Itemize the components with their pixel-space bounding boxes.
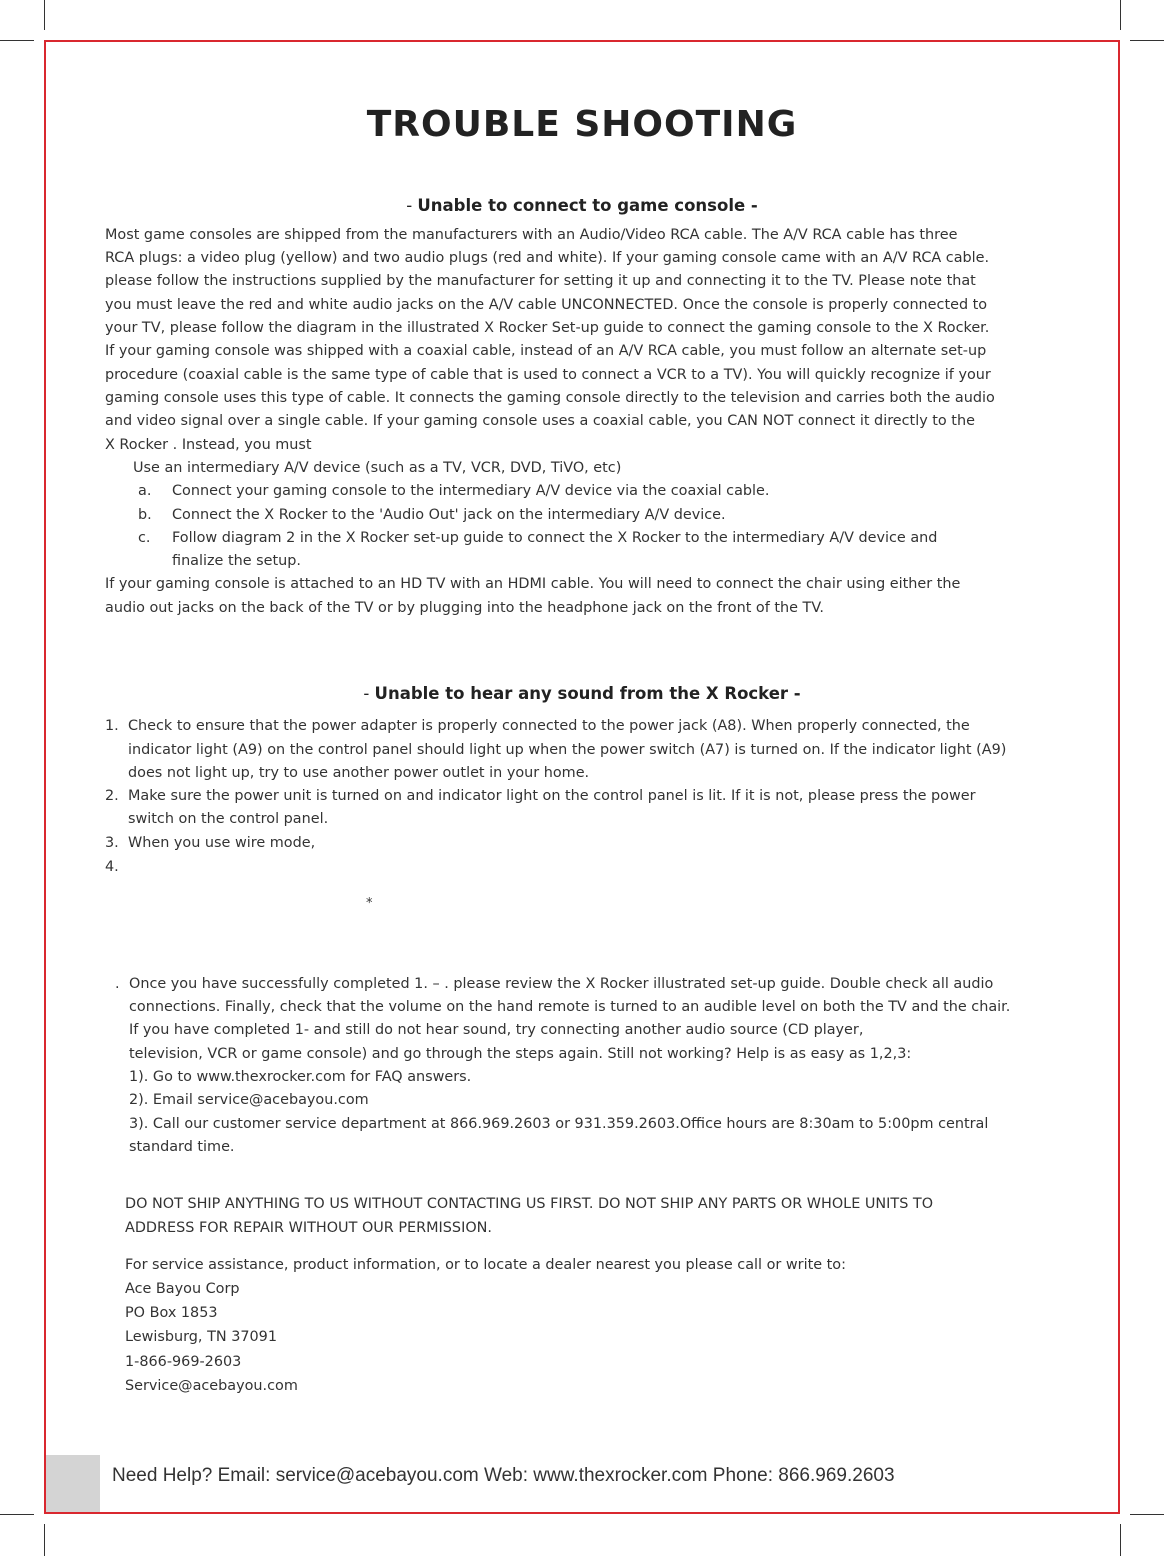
text-line: standard time.: [129, 1139, 235, 1155]
contact-intro: For service assistance, product information, or to locate a dealer nearest you please call or write to:: [125, 1257, 846, 1273]
page-title: TROUBLE SHOOTING: [366, 104, 798, 145]
item-text: When you use wire mode,: [128, 835, 316, 851]
asterisk-mark: *: [366, 896, 373, 911]
text-line: Once you have successfully completed 1. – . please review the X Rocker illustrated set-up guide. Double check all audio: [129, 976, 994, 992]
footer-tab: [46, 1455, 100, 1512]
text-line: X Rocker . Instead, you must: [105, 437, 312, 453]
warning-line: ADDRESS FOR REPAIR WITHOUT OUR PERMISSION.: [125, 1220, 492, 1236]
crop-mark: [44, 0, 45, 30]
step-text: Connect your gaming console to the intermediary A/V device via the coaxial cable.: [172, 483, 770, 499]
text-line: television, VCR or game console) and go through the steps again. Still not working? Help is as easy as 1,2,3:: [129, 1046, 912, 1062]
city-state-zip: Lewisburg, TN 37091: [125, 1329, 277, 1345]
text-line: your TV, please follow the diagram in the illustrated X Rocker Set-up guide to connect the gaming console to the X Rocker.: [105, 320, 990, 336]
text-line: If your gaming console was shipped with a coaxial cable, instead of an A/V RCA cable, you must follow an alternate set-up: [105, 343, 987, 359]
crop-mark: [0, 1514, 34, 1515]
text-line: 2). Email service@acebayou.com: [129, 1092, 369, 1108]
item-number: 3.: [105, 835, 119, 851]
text-line: please follow the instructions supplied by the manufacturer for setting it up and connecting it to the TV. Please note that: [105, 273, 976, 289]
crop-mark: [1120, 0, 1121, 30]
crop-mark: [1120, 1524, 1121, 1556]
text-line: connections. Finally, check that the volume on the hand remote is turned to an audible level on both the TV and the chair.: [129, 999, 1011, 1015]
item-text: Make sure the power unit is turned on and indicator light on the control panel is lit. If it is not, please press the power: [128, 788, 976, 804]
section-heading-sound: - Unable to hear any sound from the X Rocker -: [363, 684, 801, 703]
text-line: audio out jacks on the back of the TV or by plugging into the headphone jack on the front of the TV.: [105, 600, 824, 616]
use-line: Use an intermediary A/V device (such as a TV, VCR, DVD, TiVO, etc): [133, 460, 622, 476]
text-line: 1). Go to www.thexrocker.com for FAQ answers.: [129, 1069, 472, 1085]
item-text: switch on the control panel.: [128, 811, 329, 827]
text-line: you must leave the red and white audio jacks on the A/V cable UNCONNECTED. Once the console is properly connected to: [105, 297, 988, 313]
text-line: If your gaming console is attached to an HD TV with an HDMI cable. You will need to connect the chair using either the: [105, 576, 961, 592]
section-heading-console: - Unable to connect to game console -: [406, 196, 758, 215]
warning-line: DO NOT SHIP ANYTHING TO US WITHOUT CONTACTING US FIRST. DO NOT SHIP ANY PARTS OR WHOLE UNITS TO: [125, 1196, 934, 1212]
text-line: procedure (coaxial cable is the same type of cable that is used to connect a VCR to a TV). You will quickly recognize if your: [105, 367, 991, 383]
phone-number: 1-866-969-2603: [125, 1354, 242, 1370]
crop-mark: [0, 40, 34, 41]
crop-mark: [1130, 40, 1164, 41]
text-line: and video signal over a single cable. If your gaming console uses a coaxial cable, you CAN NOT connect it directly to the: [105, 413, 975, 429]
item-number: 2.: [105, 788, 119, 804]
crop-mark: [1130, 1514, 1164, 1515]
item-text: does not light up, try to use another power outlet in your home.: [128, 765, 590, 781]
step-marker: a.: [138, 483, 152, 499]
step-text: Follow diagram 2 in the X Rocker set-up guide to connect the X Rocker to the intermediary A/V device and: [172, 530, 938, 546]
text-line: RCA plugs: a video plug (yellow) and two audio plugs (red and white). If your gaming console came with an A/V RCA cable.: [105, 250, 990, 266]
step-marker: b.: [138, 507, 152, 523]
step-text-cont: finalize the setup.: [172, 553, 301, 569]
item-text: Check to ensure that the power adapter is properly connected to the power jack (A8). When properly connected, the: [128, 718, 970, 734]
step-text: Connect the X Rocker to the 'Audio Out' jack on the intermediary A/V device.: [172, 507, 726, 523]
item-number: 1.: [105, 718, 119, 734]
crop-mark: [44, 1524, 45, 1556]
item-text: indicator light (A9) on the control panel should light up when the power switch (A7) is turned on. If the indicator light (A9): [128, 742, 1007, 758]
text-line: If you have completed 1- and still do not hear sound, try connecting another audio source (CD player,: [129, 1022, 864, 1038]
step-marker: c.: [138, 530, 151, 546]
text-line: Most game consoles are shipped from the manufacturers with an Audio/Video RCA cable. The A/V RCA cable has three: [105, 227, 958, 243]
text-line: gaming console uses this type of cable. It connects the gaming console directly to the television and carries both the audio: [105, 390, 995, 406]
footer-help-line: Need Help? Email: service@acebayou.com Web: www.thexrocker.com Phone: 866.969.2603: [112, 1465, 895, 1486]
email-address: Service@acebayou.com: [125, 1378, 298, 1394]
item-number: 4.: [105, 859, 119, 875]
final-marker: .: [115, 976, 120, 992]
po-box: PO Box 1853: [125, 1305, 218, 1321]
company-name: Ace Bayou Corp: [125, 1281, 240, 1297]
text-line: 3). Call our customer service department at 866.969.2603 or 931.359.2603.Office hours are 8:30am to 5:00pm central: [129, 1116, 989, 1132]
